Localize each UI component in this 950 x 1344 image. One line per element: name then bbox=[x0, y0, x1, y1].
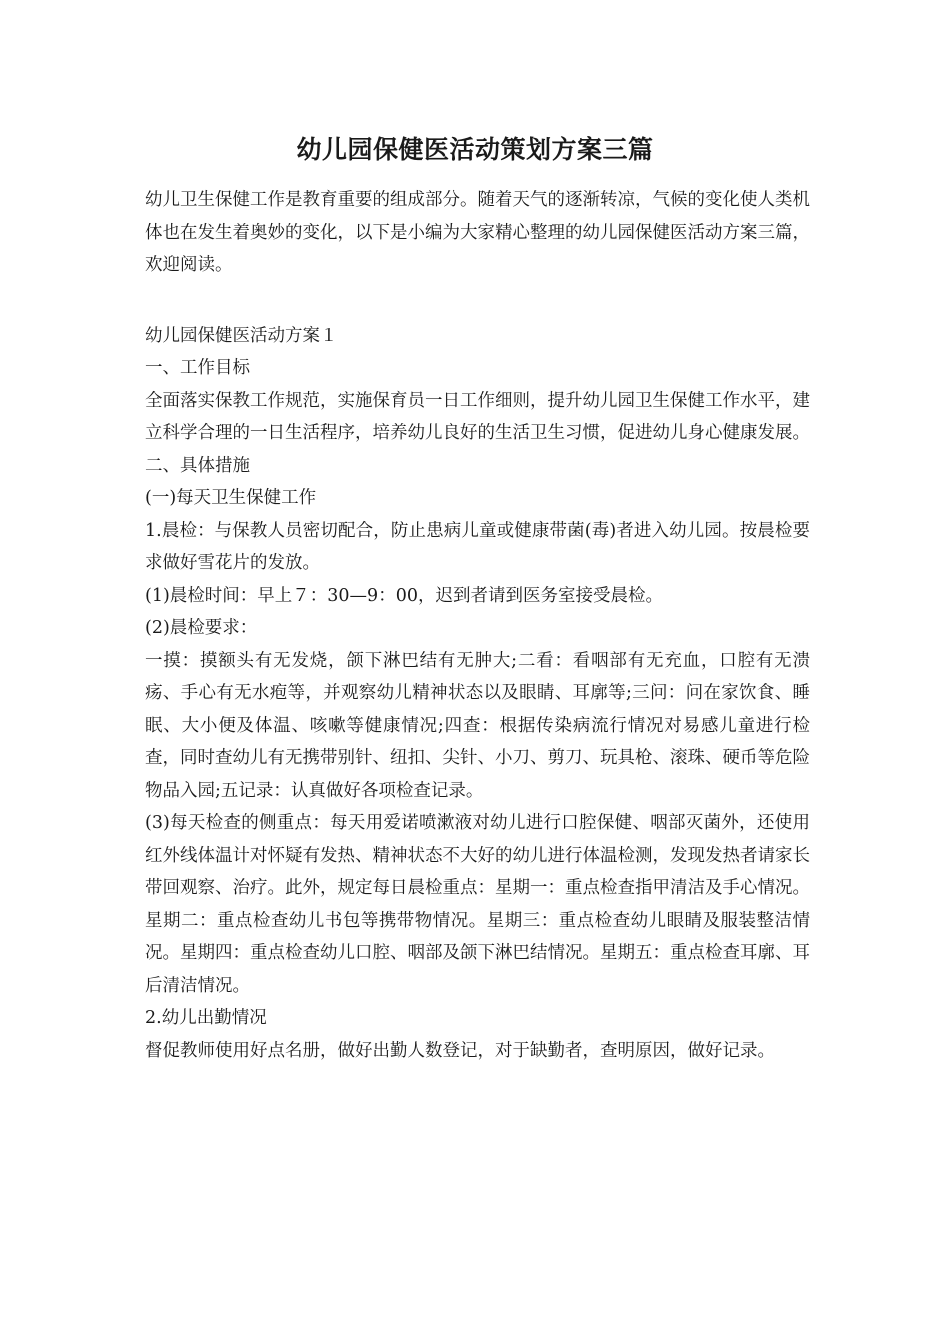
paragraph-morning-check: 1.晨检：与保教人员密切配合，防止患病儿童或健康带菌(毒)者进入幼儿园。按晨检要求做好雪花片的发放。 bbox=[145, 520, 810, 573]
paragraph-morning-check-requirements: (2)晨检要求： bbox=[145, 618, 258, 638]
document-body bbox=[145, 184, 810, 1067]
paragraph-check-steps: 一摸：摸额头有无发烧，颌下淋巴结有无肿大;二看：看咽部有无充血，口腔有无溃疡、手心有无水疱等，并观察幼儿精神状态以及眼睛、耳廓等;三问：问在家饮食、睡眠、大小便及体温、咳嗽等健康情况;四查：根据传染病流行情况对易感儿童进行检查，同时查幼儿有无携带别针、纽扣、尖针、小刀、剪刀、玩具枪、滚珠、硬币等危险物品入园;五记录：认真做好各项检查记录。 bbox=[145, 650, 810, 801]
subheading-attendance: 2.幼儿出勤情况 bbox=[145, 1008, 267, 1028]
paragraph-spacer bbox=[145, 282, 810, 320]
heading-work-goals: 一、工作目标 bbox=[145, 358, 250, 378]
section-heading-plan-1: 幼儿园保健医活动方案１ bbox=[145, 325, 338, 346]
paragraph-work-goals: 全面落实保教工作规范，实施保育员一日工作细则，提升幼儿园卫生保健工作水平，建立科学合理的一日生活程序，培养幼儿良好的生活卫生习惯，促进幼儿身心健康发展。 bbox=[145, 390, 810, 443]
document-title: 幼儿园保健医活动策划方案三篇 bbox=[296, 135, 654, 164]
subheading-daily-health-work: (一)每天卫生保健工作 bbox=[145, 488, 317, 508]
paragraph-morning-check-time: (1)晨检时间：早上７：30—9：00，迟到者请到医务室接受晨检。 bbox=[145, 585, 663, 606]
paragraph-daily-focus: (3)每天检查的侧重点：每天用爱诺喷漱液对幼儿进行口腔保健、咽部灭菌外，还使用红外线体温计对怀疑有发热、精神状态不大好的幼儿进行体温检测，发现发热者请家长带回观察、治疗。此外，规定每日晨检重点：星期一：重点检查指甲清洁及手心情况。星期二：重点检查幼儿书包等携带物情况。星期三：重点检查幼儿眼睛及服装整洁情况。星期四：重点检查幼儿口腔、咽部及颌下淋巴结情况。星期五：重点检查耳廓、耳后清洁情况。 bbox=[145, 813, 810, 996]
intro-paragraph: 幼儿卫生保健工作是教育重要的组成部分。随着天气的逐渐转凉，气候的变化使人类机体也在发生着奥妙的变化，以下是小编为大家精心整理的幼儿园保健医活动方案三篇，欢迎阅读。 bbox=[145, 190, 810, 275]
heading-specific-measures: 二、具体措施 bbox=[145, 455, 250, 476]
paragraph-attendance: 督促教师使用好点名册，做好出勤人数登记，对于缺勤者，查明原因，做好记录。 bbox=[145, 1040, 775, 1061]
